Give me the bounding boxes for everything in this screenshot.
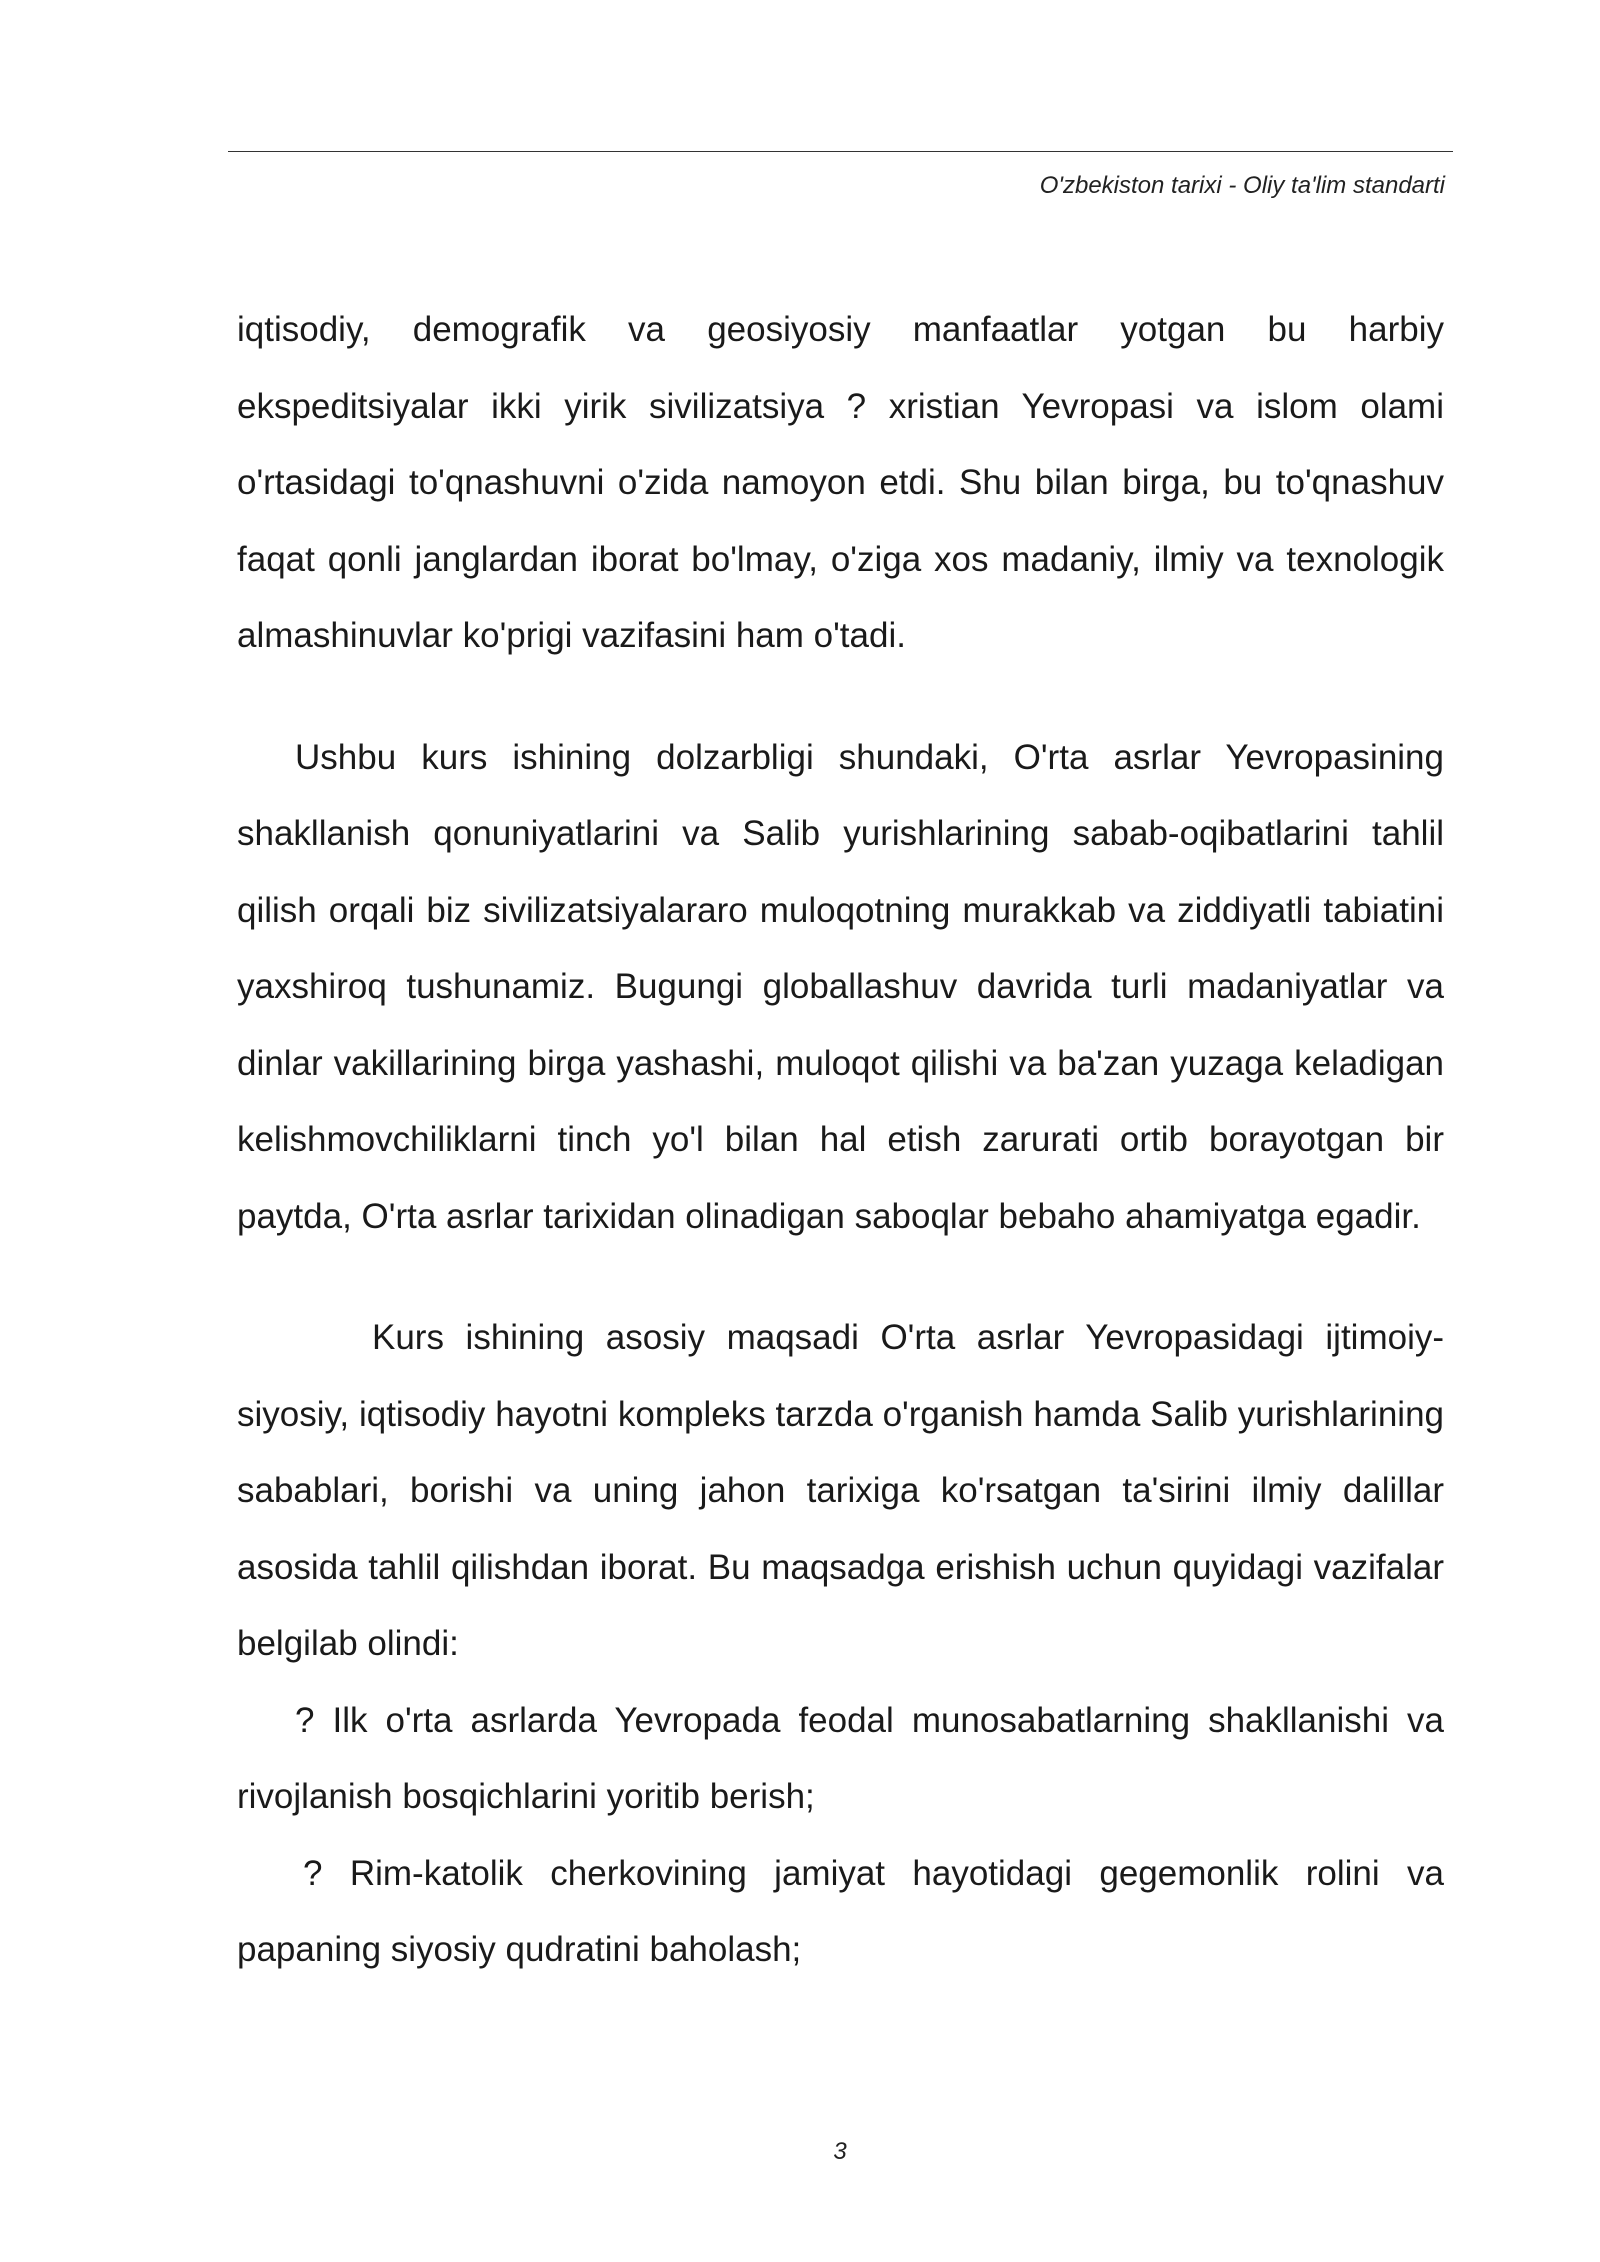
header-rule	[228, 151, 1453, 152]
paragraph-relevance: Ushbu kurs ishining dolzarbligi shundaki, O'rta asrlar Yevropasining shakllanish qonuniyatlarini va Salib yurishlarining sabab-oqibatlarini tahlil qilish orqali biz sivilizatsiyalararo muloqotning murakkab va ziddiyatli tabiatini yaxshiroq tushunamiz. Bugungi globallashuv davrida turli madaniyatlar va dinlar vakillarining birga yashashi, muloqot qilishi va ba'zan yuzaga keladigan kelishmovchiliklarni tinch yo'l bilan hal etish zarurati ortib borayotgan bir paytda, O'rta asrlar tarixidan olinadigan saboqlar bebaho ahamiyatga egadir.	[237, 737, 1444, 1236]
task-list-item: ? Ilk o'rta asrlarda Yevropada feodal munosabatlarning shakllanishi va rivojlanish bosqichlarini yoritib berish;	[237, 1700, 1444, 1816]
page-number: 3	[833, 2138, 847, 2165]
document-body	[237, 292, 1444, 1989]
paragraph-continuation: iqtisodiy, demografik va geosiyosiy manfaatlar yotgan bu harbiy ekspeditsiyalar ikki yirik sivilizatsiya ? xristian Yevropasi va islom olami o'rtasidagi to'qnashuvni o'zida namoyon etdi. Shu bilan birga, bu to'qnashuv faqat qonli janglardan iborat bo'lmay, o'ziga xos madaniy, ilmiy va texnologik almashinuvlar ko'prigi vazifasini ham o'tadi.	[237, 310, 1444, 655]
paragraph-objective: Kurs ishining asosiy maqsadi O'rta asrlar Yevropasidagi ijtimoiy-siyosiy, iqtisodiy hayotni kompleks tarzda o'rganish hamda Salib yurishlarining sabablari, borishi va uning jahon tarixiga ko'rsatgan ta'sirini ilmiy dalillar asosida tahlil qilishdan iborat. Bu maqsadga erishish uchun quyidagi vazifalar belgilab olindi:	[237, 1318, 1444, 1663]
task-list-item: ? Rim-katolik cherkovining jamiyat hayotidagi gegemonlik rolini va papaning siyosiy qudratini baholash;	[237, 1853, 1444, 1969]
running-header: O'zbekiston tarixi - Oliy ta'lim standarti	[1039, 172, 1445, 199]
